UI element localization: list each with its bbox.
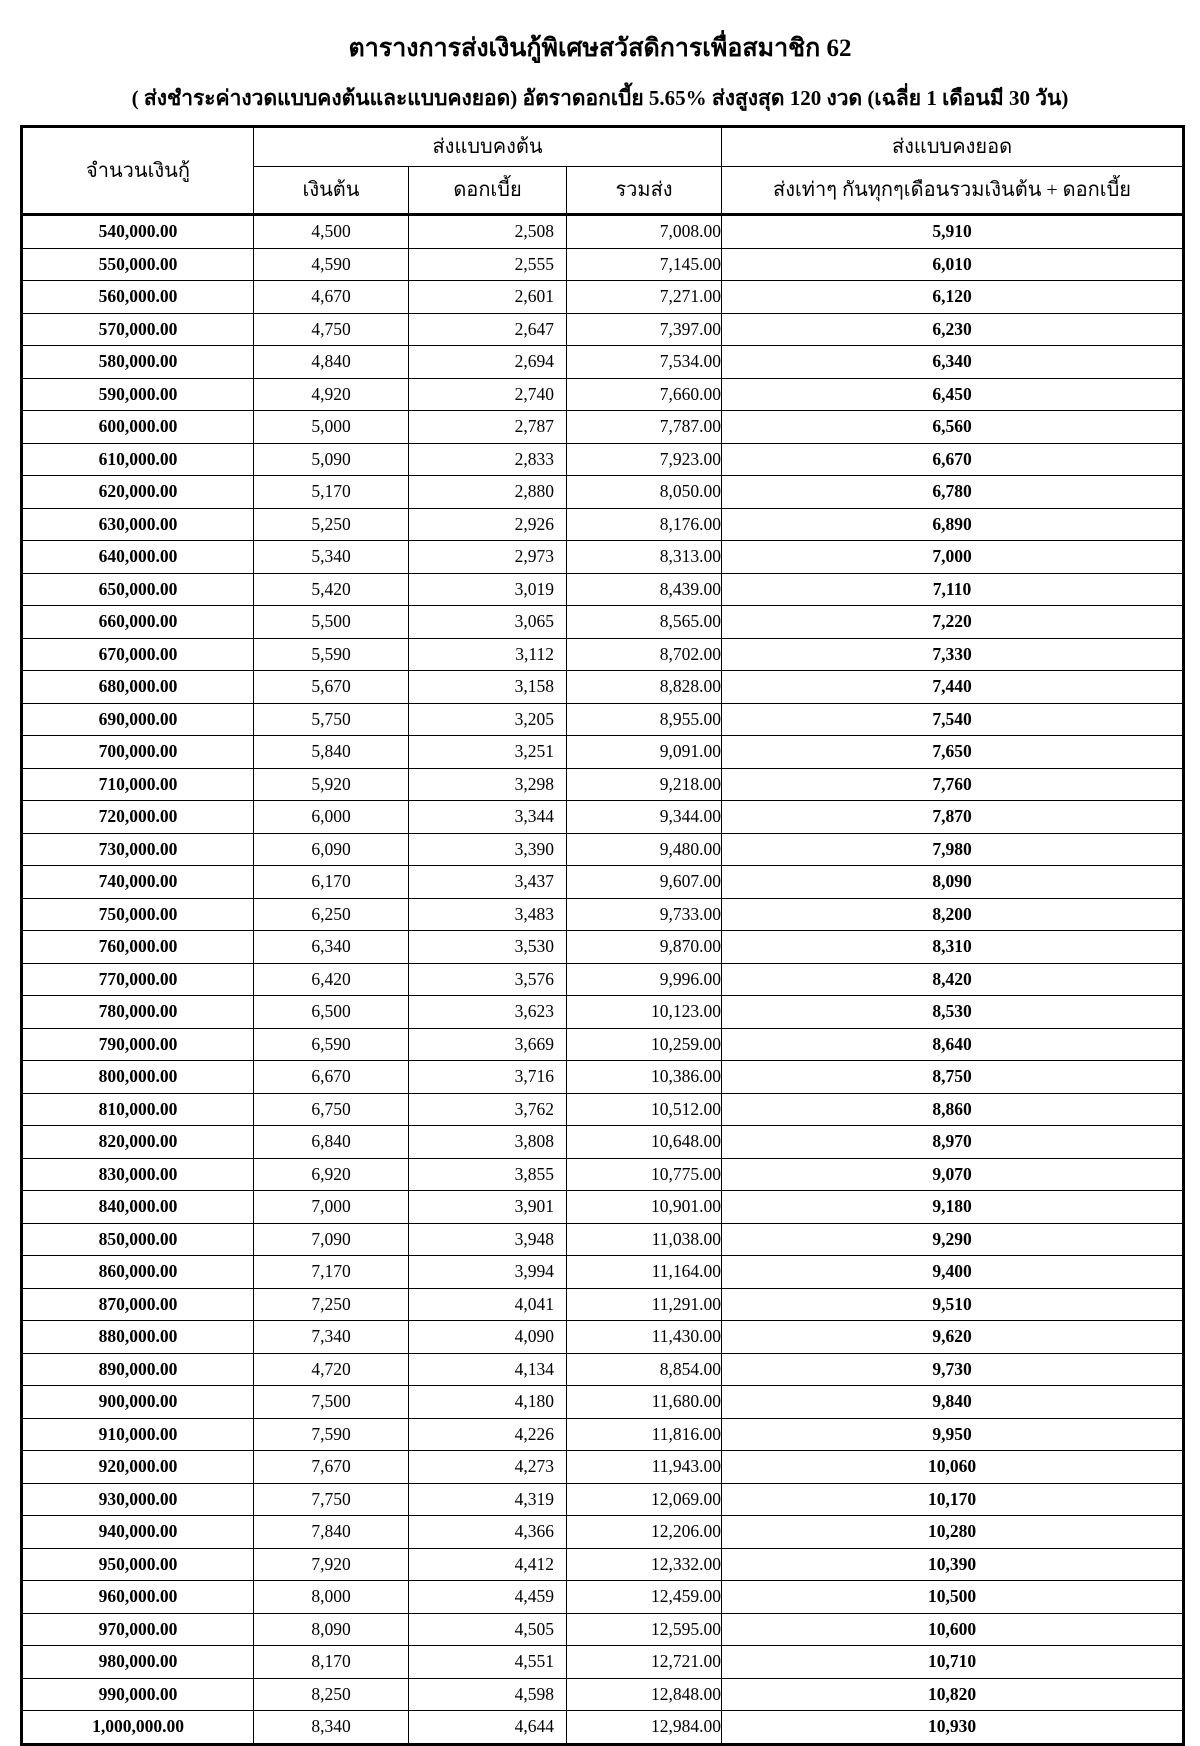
cell-interest: 3,251 (409, 736, 567, 769)
table-row (22, 1061, 1184, 1094)
cell-interest: 3,669 (409, 1028, 567, 1061)
cell-principal: 6,590 (254, 1028, 409, 1061)
cell-loan-amount: 960,000.00 (22, 1581, 254, 1614)
cell-total: 10,901.00 (567, 1191, 722, 1224)
table-row (22, 703, 1184, 736)
table-row (22, 1516, 1184, 1549)
cell-principal: 7,840 (254, 1516, 409, 1549)
table-row (22, 866, 1184, 899)
cell-total: 10,123.00 (567, 996, 722, 1029)
cell-loan-amount: 580,000.00 (22, 346, 254, 379)
cell-fixed-installment: 9,290 (722, 1223, 1184, 1256)
cell-interest: 3,344 (409, 801, 567, 834)
table-row (22, 1646, 1184, 1679)
cell-fixed-installment: 8,860 (722, 1093, 1184, 1126)
cell-interest: 2,694 (409, 346, 567, 379)
cell-fixed-installment: 7,540 (722, 703, 1184, 736)
header-fixed-installment: ส่งแบบคงยอด (722, 127, 1184, 167)
cell-loan-amount: 940,000.00 (22, 1516, 254, 1549)
cell-loan-amount: 980,000.00 (22, 1646, 254, 1679)
cell-fixed-installment: 6,010 (722, 248, 1184, 281)
cell-interest: 4,273 (409, 1451, 567, 1484)
cell-fixed-installment: 10,060 (722, 1451, 1184, 1484)
table-row (22, 1613, 1184, 1646)
cell-loan-amount: 740,000.00 (22, 866, 254, 899)
cell-principal: 7,090 (254, 1223, 409, 1256)
cell-fixed-installment: 7,330 (722, 638, 1184, 671)
cell-principal: 5,000 (254, 411, 409, 444)
cell-interest: 4,505 (409, 1613, 567, 1646)
table-row (22, 1288, 1184, 1321)
cell-total: 11,291.00 (567, 1288, 722, 1321)
table-header (22, 127, 1184, 215)
cell-fixed-installment: 9,840 (722, 1386, 1184, 1419)
cell-interest: 2,833 (409, 443, 567, 476)
cell-loan-amount: 860,000.00 (22, 1256, 254, 1289)
cell-principal: 8,000 (254, 1581, 409, 1614)
loan-payment-table (20, 125, 1185, 1746)
cell-loan-amount: 790,000.00 (22, 1028, 254, 1061)
cell-loan-amount: 750,000.00 (22, 898, 254, 931)
cell-fixed-installment: 10,930 (722, 1711, 1184, 1745)
cell-fixed-installment: 8,310 (722, 931, 1184, 964)
cell-principal: 7,340 (254, 1321, 409, 1354)
cell-fixed-installment: 6,890 (722, 508, 1184, 541)
cell-loan-amount: 690,000.00 (22, 703, 254, 736)
header-total: รวมส่ง (567, 167, 722, 215)
cell-interest: 4,319 (409, 1483, 567, 1516)
cell-fixed-installment: 8,420 (722, 963, 1184, 996)
cell-fixed-installment: 10,820 (722, 1678, 1184, 1711)
cell-loan-amount: 720,000.00 (22, 801, 254, 834)
table-row (22, 1483, 1184, 1516)
cell-fixed-installment: 8,970 (722, 1126, 1184, 1159)
cell-interest: 3,530 (409, 931, 567, 964)
table-row (22, 1678, 1184, 1711)
cell-interest: 4,134 (409, 1353, 567, 1386)
cell-principal: 6,670 (254, 1061, 409, 1094)
cell-interest: 3,808 (409, 1126, 567, 1159)
cell-total: 8,854.00 (567, 1353, 722, 1386)
cell-principal: 6,750 (254, 1093, 409, 1126)
cell-total: 8,050.00 (567, 476, 722, 509)
cell-principal: 4,720 (254, 1353, 409, 1386)
cell-fixed-installment: 7,870 (722, 801, 1184, 834)
cell-principal: 5,670 (254, 671, 409, 704)
cell-loan-amount: 570,000.00 (22, 313, 254, 346)
cell-loan-amount: 660,000.00 (22, 606, 254, 639)
cell-total: 11,038.00 (567, 1223, 722, 1256)
cell-fixed-installment: 10,500 (722, 1581, 1184, 1614)
cell-interest: 4,598 (409, 1678, 567, 1711)
table-row (22, 1223, 1184, 1256)
cell-loan-amount: 540,000.00 (22, 215, 254, 249)
cell-principal: 5,500 (254, 606, 409, 639)
cell-loan-amount: 670,000.00 (22, 638, 254, 671)
cell-principal: 6,840 (254, 1126, 409, 1159)
table-row (22, 931, 1184, 964)
cell-loan-amount: 930,000.00 (22, 1483, 254, 1516)
cell-total: 7,008.00 (567, 215, 722, 249)
cell-loan-amount: 820,000.00 (22, 1126, 254, 1159)
cell-total: 9,344.00 (567, 801, 722, 834)
cell-principal: 6,920 (254, 1158, 409, 1191)
cell-principal: 8,250 (254, 1678, 409, 1711)
cell-fixed-installment: 7,000 (722, 541, 1184, 574)
cell-principal: 4,920 (254, 378, 409, 411)
cell-interest: 4,644 (409, 1711, 567, 1745)
cell-fixed-installment: 10,170 (722, 1483, 1184, 1516)
cell-loan-amount: 920,000.00 (22, 1451, 254, 1484)
cell-loan-amount: 650,000.00 (22, 573, 254, 606)
cell-interest: 2,508 (409, 215, 567, 249)
cell-total: 9,870.00 (567, 931, 722, 964)
cell-fixed-installment: 8,090 (722, 866, 1184, 899)
cell-total: 9,733.00 (567, 898, 722, 931)
cell-principal: 4,590 (254, 248, 409, 281)
cell-fixed-installment: 9,400 (722, 1256, 1184, 1289)
cell-fixed-installment: 9,510 (722, 1288, 1184, 1321)
table-row (22, 411, 1184, 444)
cell-interest: 3,158 (409, 671, 567, 704)
cell-principal: 8,170 (254, 1646, 409, 1679)
cell-loan-amount: 560,000.00 (22, 281, 254, 314)
cell-total: 8,313.00 (567, 541, 722, 574)
cell-interest: 3,112 (409, 638, 567, 671)
table-row (22, 1028, 1184, 1061)
cell-principal: 8,090 (254, 1613, 409, 1646)
cell-total: 8,565.00 (567, 606, 722, 639)
table-row (22, 508, 1184, 541)
cell-interest: 2,880 (409, 476, 567, 509)
cell-fixed-installment: 8,750 (722, 1061, 1184, 1094)
cell-interest: 3,716 (409, 1061, 567, 1094)
cell-total: 7,923.00 (567, 443, 722, 476)
cell-fixed-installment: 10,600 (722, 1613, 1184, 1646)
cell-fixed-installment: 6,780 (722, 476, 1184, 509)
cell-principal: 5,590 (254, 638, 409, 671)
cell-loan-amount: 630,000.00 (22, 508, 254, 541)
cell-principal: 5,250 (254, 508, 409, 541)
cell-fixed-installment: 10,710 (722, 1646, 1184, 1679)
cell-principal: 7,750 (254, 1483, 409, 1516)
cell-interest: 2,740 (409, 378, 567, 411)
header-fixed-principal: ส่งแบบคงต้น (254, 127, 722, 167)
cell-principal: 7,670 (254, 1451, 409, 1484)
cell-principal: 7,000 (254, 1191, 409, 1224)
cell-principal: 4,670 (254, 281, 409, 314)
cell-loan-amount: 850,000.00 (22, 1223, 254, 1256)
table-row (22, 541, 1184, 574)
cell-interest: 3,948 (409, 1223, 567, 1256)
header-interest: ดอกเบี้ย (409, 167, 567, 215)
cell-total: 10,512.00 (567, 1093, 722, 1126)
cell-total: 12,595.00 (567, 1613, 722, 1646)
cell-loan-amount: 760,000.00 (22, 931, 254, 964)
cell-principal: 7,500 (254, 1386, 409, 1419)
cell-interest: 4,180 (409, 1386, 567, 1419)
cell-principal: 7,170 (254, 1256, 409, 1289)
cell-interest: 4,412 (409, 1548, 567, 1581)
cell-total: 11,430.00 (567, 1321, 722, 1354)
cell-interest: 3,205 (409, 703, 567, 736)
cell-principal: 6,340 (254, 931, 409, 964)
cell-loan-amount: 800,000.00 (22, 1061, 254, 1094)
cell-total: 10,775.00 (567, 1158, 722, 1191)
cell-loan-amount: 640,000.00 (22, 541, 254, 574)
cell-loan-amount: 590,000.00 (22, 378, 254, 411)
table-row (22, 1451, 1184, 1484)
cell-total: 8,828.00 (567, 671, 722, 704)
cell-fixed-installment: 6,120 (722, 281, 1184, 314)
cell-loan-amount: 890,000.00 (22, 1353, 254, 1386)
table-row (22, 1548, 1184, 1581)
cell-loan-amount: 870,000.00 (22, 1288, 254, 1321)
cell-fixed-installment: 7,650 (722, 736, 1184, 769)
cell-fixed-installment: 9,950 (722, 1418, 1184, 1451)
cell-fixed-installment: 8,530 (722, 996, 1184, 1029)
cell-loan-amount: 710,000.00 (22, 768, 254, 801)
cell-interest: 3,483 (409, 898, 567, 931)
cell-interest: 2,555 (409, 248, 567, 281)
cell-loan-amount: 620,000.00 (22, 476, 254, 509)
table-row (22, 1711, 1184, 1745)
table-row (22, 573, 1184, 606)
table-row (22, 1191, 1184, 1224)
cell-fixed-installment: 6,340 (722, 346, 1184, 379)
cell-interest: 2,926 (409, 508, 567, 541)
cell-total: 9,480.00 (567, 833, 722, 866)
cell-interest: 3,994 (409, 1256, 567, 1289)
cell-total: 12,069.00 (567, 1483, 722, 1516)
cell-fixed-installment: 7,110 (722, 573, 1184, 606)
cell-total: 9,218.00 (567, 768, 722, 801)
cell-loan-amount: 880,000.00 (22, 1321, 254, 1354)
cell-loan-amount: 900,000.00 (22, 1386, 254, 1419)
cell-total: 9,996.00 (567, 963, 722, 996)
cell-principal: 5,420 (254, 573, 409, 606)
table-row (22, 1581, 1184, 1614)
cell-loan-amount: 950,000.00 (22, 1548, 254, 1581)
cell-total: 8,702.00 (567, 638, 722, 671)
cell-principal: 6,090 (254, 833, 409, 866)
table-row (22, 281, 1184, 314)
cell-principal: 4,750 (254, 313, 409, 346)
table-row (22, 768, 1184, 801)
cell-total: 7,534.00 (567, 346, 722, 379)
cell-interest: 4,090 (409, 1321, 567, 1354)
cell-loan-amount: 610,000.00 (22, 443, 254, 476)
page-subtitle: ( ส่งชำระค่างวดแบบคงต้นและแบบคงยอด) อัตราดอกเบี้ย 5.65% ส่งสูงสุด 120 งวด (เฉลี่ย 1 เดือนมี 30 วัน) (131, 86, 1069, 110)
table-row (22, 1321, 1184, 1354)
cell-interest: 3,298 (409, 768, 567, 801)
cell-total: 12,206.00 (567, 1516, 722, 1549)
cell-loan-amount: 770,000.00 (22, 963, 254, 996)
cell-principal: 7,590 (254, 1418, 409, 1451)
cell-principal: 5,090 (254, 443, 409, 476)
cell-loan-amount: 830,000.00 (22, 1158, 254, 1191)
cell-total: 11,680.00 (567, 1386, 722, 1419)
cell-interest: 3,901 (409, 1191, 567, 1224)
cell-loan-amount: 840,000.00 (22, 1191, 254, 1224)
cell-principal: 6,250 (254, 898, 409, 931)
cell-principal: 5,840 (254, 736, 409, 769)
cell-total: 8,439.00 (567, 573, 722, 606)
table-row (22, 996, 1184, 1029)
cell-principal: 5,920 (254, 768, 409, 801)
cell-interest: 2,973 (409, 541, 567, 574)
cell-loan-amount: 990,000.00 (22, 1678, 254, 1711)
cell-loan-amount: 1,000,000.00 (22, 1711, 254, 1745)
table-row (22, 671, 1184, 704)
cell-fixed-installment: 6,670 (722, 443, 1184, 476)
cell-fixed-installment: 6,560 (722, 411, 1184, 444)
cell-principal: 4,500 (254, 215, 409, 249)
cell-total: 8,955.00 (567, 703, 722, 736)
cell-fixed-installment: 8,640 (722, 1028, 1184, 1061)
cell-principal: 6,170 (254, 866, 409, 899)
cell-principal: 5,750 (254, 703, 409, 736)
cell-interest: 3,576 (409, 963, 567, 996)
cell-total: 11,943.00 (567, 1451, 722, 1484)
cell-interest: 2,787 (409, 411, 567, 444)
cell-loan-amount: 780,000.00 (22, 996, 254, 1029)
cell-total: 12,984.00 (567, 1711, 722, 1745)
table-row (22, 215, 1184, 249)
cell-fixed-installment: 5,910 (722, 215, 1184, 249)
cell-fixed-installment: 9,620 (722, 1321, 1184, 1354)
table-row (22, 801, 1184, 834)
table-row (22, 1093, 1184, 1126)
header-fixed-installment-desc: ส่งเท่าๆ กันทุกๆเดือนรวมเงินต้น + ดอกเบี้ย (722, 167, 1184, 215)
cell-principal: 7,250 (254, 1288, 409, 1321)
table-row (22, 638, 1184, 671)
cell-principal: 5,340 (254, 541, 409, 574)
table-row (22, 378, 1184, 411)
cell-principal: 7,920 (254, 1548, 409, 1581)
cell-total: 12,721.00 (567, 1646, 722, 1679)
cell-total: 9,091.00 (567, 736, 722, 769)
cell-fixed-installment: 7,220 (722, 606, 1184, 639)
cell-principal: 8,340 (254, 1711, 409, 1745)
table-row (22, 346, 1184, 379)
cell-principal: 6,000 (254, 801, 409, 834)
table-row (22, 1418, 1184, 1451)
cell-total: 7,660.00 (567, 378, 722, 411)
cell-interest: 3,855 (409, 1158, 567, 1191)
cell-fixed-installment: 10,280 (722, 1516, 1184, 1549)
cell-interest: 3,019 (409, 573, 567, 606)
cell-principal: 5,170 (254, 476, 409, 509)
table-row (22, 736, 1184, 769)
cell-interest: 3,437 (409, 866, 567, 899)
cell-loan-amount: 730,000.00 (22, 833, 254, 866)
cell-loan-amount: 970,000.00 (22, 1613, 254, 1646)
header-loan-amount: จำนวนเงินกู้ (22, 127, 254, 215)
cell-total: 10,386.00 (567, 1061, 722, 1094)
cell-loan-amount: 700,000.00 (22, 736, 254, 769)
cell-fixed-installment: 7,980 (722, 833, 1184, 866)
cell-total: 11,164.00 (567, 1256, 722, 1289)
table-row (22, 1353, 1184, 1386)
page-title: ตารางการส่งเงินกู้พิเศษสวัสดิการเพื่อสมาชิก 62 (348, 35, 852, 62)
cell-fixed-installment: 9,180 (722, 1191, 1184, 1224)
cell-total: 7,145.00 (567, 248, 722, 281)
cell-interest: 4,459 (409, 1581, 567, 1614)
cell-loan-amount: 600,000.00 (22, 411, 254, 444)
cell-fixed-installment: 9,070 (722, 1158, 1184, 1191)
cell-total: 12,459.00 (567, 1581, 722, 1614)
cell-total: 7,271.00 (567, 281, 722, 314)
table-row (22, 313, 1184, 346)
cell-total: 11,816.00 (567, 1418, 722, 1451)
cell-interest: 3,623 (409, 996, 567, 1029)
cell-total: 12,332.00 (567, 1548, 722, 1581)
cell-loan-amount: 550,000.00 (22, 248, 254, 281)
table-row (22, 248, 1184, 281)
header-principal: เงินต้น (254, 167, 409, 215)
cell-total: 8,176.00 (567, 508, 722, 541)
cell-fixed-installment: 10,390 (722, 1548, 1184, 1581)
table-row (22, 1158, 1184, 1191)
cell-loan-amount: 810,000.00 (22, 1093, 254, 1126)
cell-interest: 2,601 (409, 281, 567, 314)
cell-interest: 4,366 (409, 1516, 567, 1549)
cell-interest: 4,551 (409, 1646, 567, 1679)
table-row (22, 833, 1184, 866)
cell-loan-amount: 680,000.00 (22, 671, 254, 704)
table-row (22, 1386, 1184, 1419)
table-row (22, 1126, 1184, 1159)
cell-total: 7,787.00 (567, 411, 722, 444)
cell-total: 9,607.00 (567, 866, 722, 899)
table-row (22, 443, 1184, 476)
cell-interest: 4,041 (409, 1288, 567, 1321)
cell-interest: 2,647 (409, 313, 567, 346)
cell-fixed-installment: 6,450 (722, 378, 1184, 411)
table-row (22, 476, 1184, 509)
table-row (22, 898, 1184, 931)
table-body (22, 215, 1184, 1745)
cell-interest: 4,226 (409, 1418, 567, 1451)
table-row (22, 1256, 1184, 1289)
cell-total: 10,259.00 (567, 1028, 722, 1061)
cell-fixed-installment: 7,760 (722, 768, 1184, 801)
cell-principal: 6,420 (254, 963, 409, 996)
cell-fixed-installment: 6,230 (722, 313, 1184, 346)
cell-total: 10,648.00 (567, 1126, 722, 1159)
cell-principal: 4,840 (254, 346, 409, 379)
cell-total: 12,848.00 (567, 1678, 722, 1711)
cell-fixed-installment: 7,440 (722, 671, 1184, 704)
cell-loan-amount: 910,000.00 (22, 1418, 254, 1451)
cell-fixed-installment: 8,200 (722, 898, 1184, 931)
cell-principal: 6,500 (254, 996, 409, 1029)
table-row (22, 963, 1184, 996)
cell-interest: 3,762 (409, 1093, 567, 1126)
cell-interest: 3,390 (409, 833, 567, 866)
cell-fixed-installment: 9,730 (722, 1353, 1184, 1386)
table-row (22, 606, 1184, 639)
cell-interest: 3,065 (409, 606, 567, 639)
cell-total: 7,397.00 (567, 313, 722, 346)
